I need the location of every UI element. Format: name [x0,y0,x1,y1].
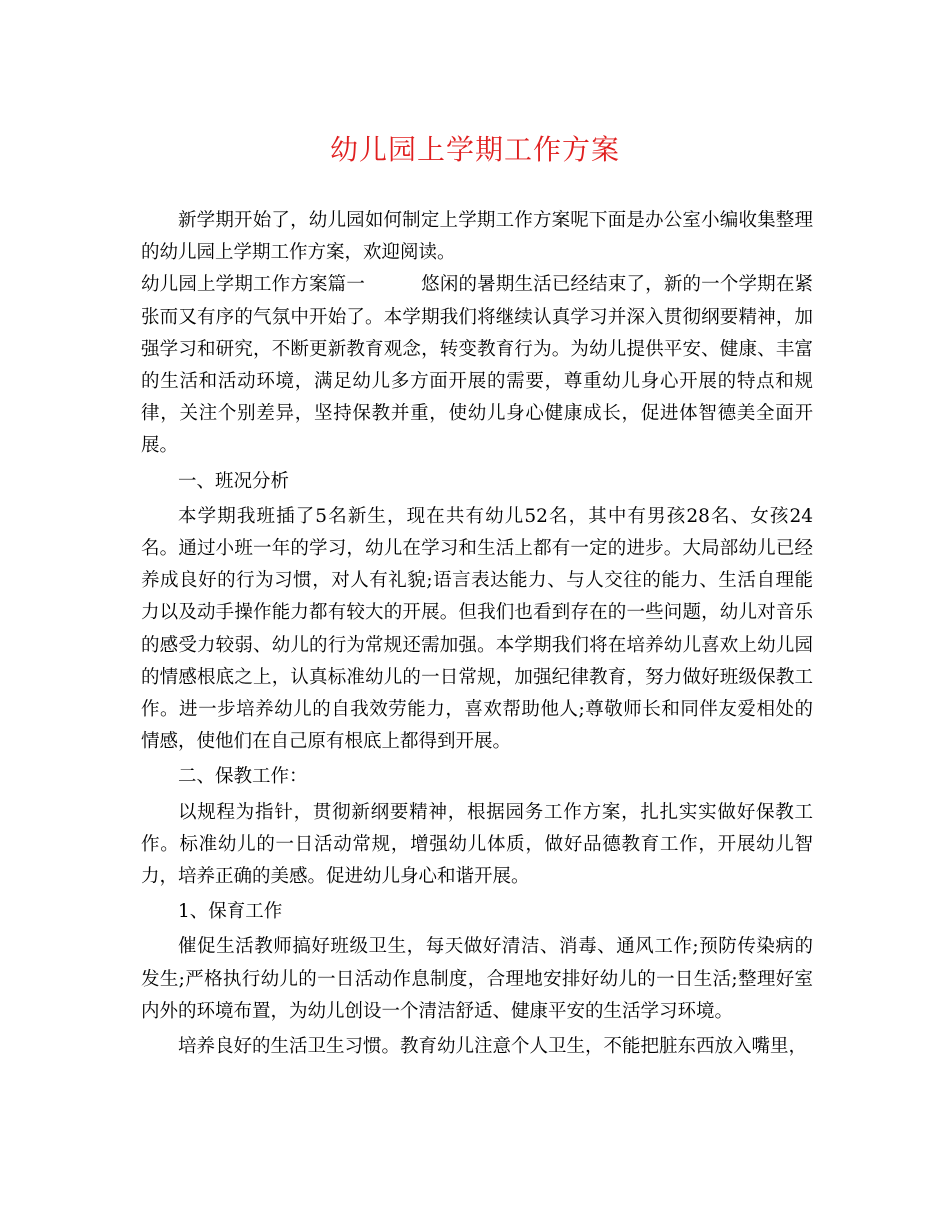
heading-class-analysis: 一、班况分析 [178,470,290,492]
intro-paragraph: 新学期开始了，幼儿园如何制定上学期工作方案呢下面是办公室小编收集整理的幼儿园上学期工作方案，欢迎阅读。 [141,210,813,264]
class-analysis-paragraph: 本学期我班插了5名新生，现在共有幼儿52名，其中有男孩28名、女孩24名。通过小班一年的学习，幼儿在学习和生活上都有一定的进步。大局部幼儿已经养成良好的行为习惯，对人有礼貌;语言表达能力、与人交往的能力、生活自理能力以及动手操作能力都有较大的开展。但我们也看到存在的一些问题，幼儿对音乐的感受力较弱、幼儿的行为常规还需加强。本学期我们将在培养幼儿喜欢上幼儿园的情感根底之上，认真标准幼儿的一日常规，加强纪律教育，努力做好班级保教工作。进一步培养幼儿的自我效劳能力，喜欢帮助他人;尊敬师长和同伴友爱相处的情感，使他们在自己原有根底上都得到开展。 [141,505,813,753]
document-title: 幼儿园上学期工作方案 [329,133,620,166]
section-paragraph-1 [141,269,813,462]
heading-care-education: 二、保教工作： [178,766,308,788]
care-work-paragraph: 催促生活教师搞好班级卫生，每天做好清洁、消毒、通风工作;预防传染病的发生;严格执行幼儿的一日活动作息制度，合理地安排好幼儿的一日生活;整理好室内外的环境布置，为幼儿创设一个清洁舒适、健康平安的生活学习环境。 [141,936,813,1022]
document-body [141,205,813,1063]
section-text: 悠闲的暑期生活已经结束了，新的一个学期在紧张而又有序的气氛中开始了。本学期我们将继续认真学习并深入贯彻纲要精神，加强学习和研究，不断更新教育观念，转变教育行为。为幼儿提供平安、健康、丰富的生活和活动环境，满足幼儿多方面开展的需要，尊重幼儿身心开展的特点和规律，关注个别差异，坚持保教并重，使幼儿身心健康成长，促进体智德美全面开展。 [141,274,813,457]
habits-paragraph: 培养良好的生活卫生习惯。教育幼儿注意个人卫生，不能把脏东西放入嘴里， [178,1036,808,1058]
care-education-paragraph: 以规程为指针，贯彻新纲要精神，根据园务工作方案，扎扎实实做好保教工作。标准幼儿的一日活动常规，增强幼儿体质，做好品德教育工作，开展幼儿智力，培养正确的美感。促进幼儿身心和谐开展。 [141,801,813,888]
section-label: 幼儿园上学期工作方案篇一 [141,274,365,296]
heading-care-work: 1、保育工作 [178,901,283,923]
